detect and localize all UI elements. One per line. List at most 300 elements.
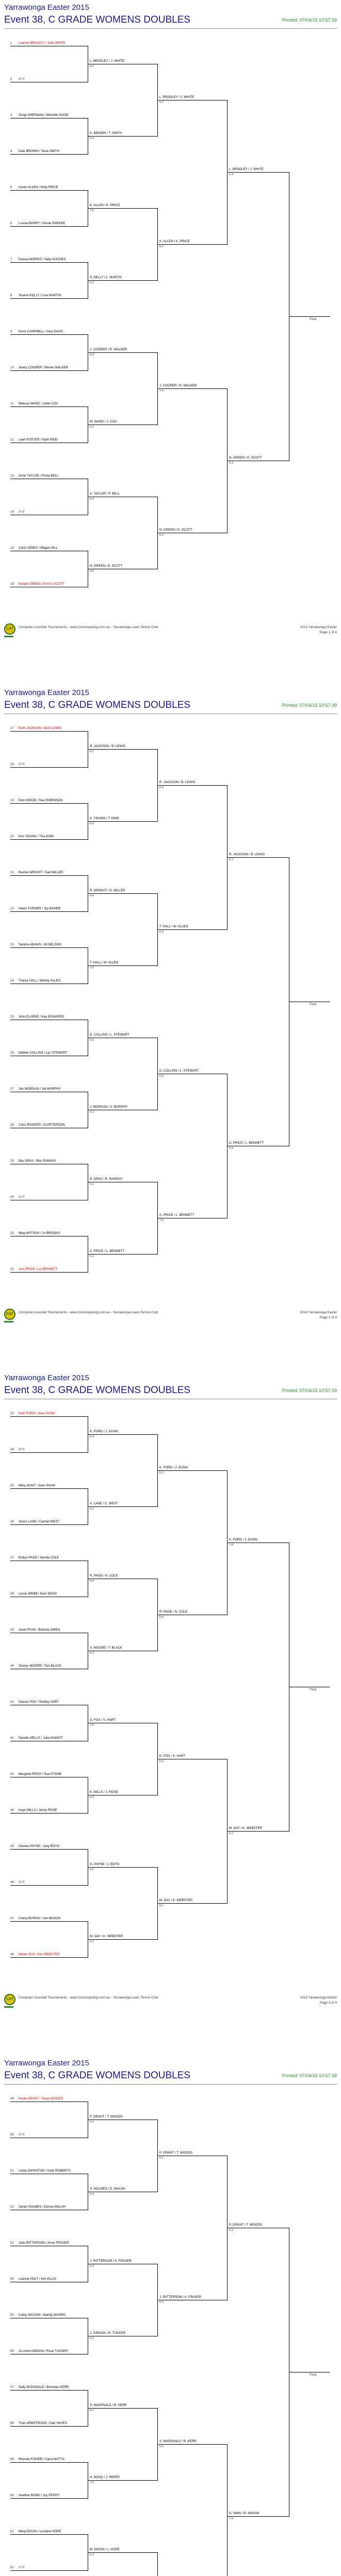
entry-names: Sandra ADAMS / Jill NELSON	[19, 943, 61, 946]
match-score: 6-3	[229, 2229, 233, 2232]
match-score: 6-4	[159, 786, 164, 789]
bracket-line	[157, 2552, 158, 2576]
draw-entry[interactable]	[10, 2494, 59, 2498]
draw-entry[interactable]	[10, 2241, 69, 2245]
match-score: 6-4	[159, 1616, 164, 1619]
round-winner[interactable]	[229, 1141, 264, 1145]
printed-timestamp: Printed: 07/04/15 10:57:39	[282, 2073, 337, 2078]
round-winner[interactable]	[159, 2295, 201, 2299]
winner-names: H. BOND / J. PERRY	[90, 2476, 120, 2479]
draw-page	[0, 2056, 341, 2576]
bracket-line	[88, 352, 157, 353]
draw-entry[interactable]	[10, 582, 64, 586]
printed-timestamp: Printed: 07/04/15 10:57:39	[282, 18, 337, 23]
round-winner[interactable]	[159, 781, 195, 785]
entry-names: Helen TURNER / Joy BAKER	[19, 907, 61, 910]
entry-number: 23	[10, 943, 14, 946]
entry-number: 35	[10, 1484, 14, 1487]
entry-number: 4	[10, 149, 12, 153]
entry-names: Leah FOSTER / Kylie REID	[19, 438, 58, 442]
bracket-line	[88, 208, 157, 209]
match-score: 6-4	[90, 1580, 94, 1583]
round-winner[interactable]	[229, 1826, 262, 1831]
winner-names: R. PAGE / N. COLE	[159, 1610, 188, 1614]
draw-entry[interactable]	[10, 1267, 57, 1272]
round-winner[interactable]	[159, 1466, 188, 1470]
round-winner[interactable]	[90, 1430, 118, 1434]
winner-names: R. JACKSON / B. LEWIS	[229, 853, 265, 856]
draw-entry[interactable]	[10, 1664, 61, 1668]
draw-entry[interactable]	[10, 1231, 60, 1235]
draw-entry[interactable]	[10, 2205, 66, 2209]
draw-entry[interactable]	[10, 835, 54, 839]
entry-names: Sally McDONALD / Bronwyn KERR	[19, 2385, 69, 2389]
entry-number: 6	[10, 222, 12, 225]
entry-names: Rhonda FISHER / Carol WATTS	[19, 2458, 64, 2461]
match-score: 6-2	[90, 1507, 94, 1511]
entry-number: 44	[10, 1808, 14, 1812]
winner-names: A. LANE / C. WEST	[90, 1502, 118, 1505]
entry-number: 7	[10, 258, 12, 261]
draw-entry[interactable]	[10, 2566, 25, 2570]
round-winner[interactable]	[90, 1033, 129, 1037]
winner-names: S. McDONALD / B. KERR	[90, 2403, 127, 2407]
winner-names: R. JACKSON / B. LEWIS	[159, 781, 196, 784]
entry-names: Cheryl BURNS / Lee MASON	[19, 1917, 61, 1920]
draw-entry[interactable]	[10, 943, 61, 947]
entry-number: 53	[10, 2241, 14, 2245]
entry-names: Ruth JACKSON / Beth LEWIS	[19, 726, 61, 730]
winner-names: N. GREEN / E. SCOTT	[229, 456, 262, 460]
bracket-line	[10, 1849, 88, 1850]
draw-entry[interactable]	[10, 1520, 59, 1524]
final-label: Final	[310, 1688, 317, 1691]
bracket-line	[10, 1272, 88, 1273]
entry-number: 25	[10, 1015, 14, 1019]
entry-number: 40	[10, 1664, 14, 1668]
bracket-line	[10, 1524, 88, 1525]
draw-entry[interactable]	[10, 1051, 67, 1055]
draw-entry[interactable]	[10, 907, 60, 911]
winner-names: D. FOX / S. HART	[90, 1718, 116, 1722]
draw-entry[interactable]	[10, 1772, 61, 1776]
winner-names: M. DAY / K. WEBSTER	[229, 1826, 263, 1830]
round-winner[interactable]	[159, 528, 192, 532]
bracket-line	[227, 857, 289, 858]
draw-entry[interactable]	[10, 2385, 69, 2389]
match-score: 6-4	[229, 173, 233, 176]
winner-names: K. MILLS / J. ROSE	[90, 1790, 118, 1794]
match-score: 6-2	[90, 1868, 94, 1871]
entry-number: 24	[10, 979, 14, 982]
round-winner[interactable]	[90, 1790, 118, 1794]
bracket-line	[10, 2570, 88, 2571]
round-winner[interactable]	[90, 1574, 118, 1578]
printed-timestamp: Printed: 07/04/15 10:57:39	[282, 703, 337, 708]
round-winner[interactable]	[90, 2476, 120, 2480]
match-score: 6-1	[90, 1940, 94, 1943]
round-winner[interactable]	[90, 59, 124, 63]
draw-entry[interactable]	[10, 546, 58, 550]
winner-names: M. DAY / K. WEBSTER	[90, 1935, 123, 1938]
entry-number: 2	[10, 77, 12, 81]
bracket-line	[88, 965, 157, 966]
bracket-line	[10, 875, 88, 876]
round-winner[interactable]	[159, 384, 197, 388]
winner-names: K. BROWN / T. SMITH	[90, 131, 122, 135]
winner-names: A. PRICE / L. BENNETT	[229, 1141, 264, 1145]
entry-names: Rachel WRIGHT / Gail MILLER	[19, 871, 63, 874]
round-winner[interactable]	[90, 2331, 125, 2335]
entry-number: 58	[10, 2421, 14, 2425]
match-score: 6-3	[90, 1435, 94, 1438]
round-winner[interactable]	[159, 95, 194, 99]
entry-names: Janet RYAN / Belinda OWEN	[19, 1628, 60, 1632]
entry-number: 5	[10, 185, 12, 189]
round-winner[interactable]	[90, 1249, 124, 1253]
entry-names: BYE	[19, 762, 25, 766]
entry-names: BYE	[19, 2566, 25, 2569]
tournament-title: Yarrawonga Easter 2015	[4, 688, 89, 697]
entry-number: 31	[10, 1231, 14, 1235]
draw-entry[interactable]	[10, 1484, 55, 1488]
bracket-line	[88, 1506, 157, 1507]
page-header	[4, 688, 337, 720]
cat-logo-icon: CAT	[4, 1994, 15, 2005]
match-score: 6-1	[90, 281, 94, 284]
draw-entry[interactable]	[10, 510, 25, 514]
draw-entry[interactable]	[10, 1556, 59, 1560]
match-score: 6-3	[159, 1760, 164, 1763]
entry-number: 51	[10, 2169, 14, 2173]
cat-logo-icon: CAT	[4, 1309, 15, 1320]
entry-number: 32	[10, 1267, 14, 1271]
draw-entry[interactable]	[10, 2349, 68, 2353]
entry-names: Paula GRANT / Tanya WOODS	[19, 2097, 63, 2100]
winner-names: M. DIXON / L. HOPE	[90, 2548, 120, 2551]
entry-number: 29	[10, 1159, 14, 1163]
round-winner[interactable]	[90, 492, 120, 496]
entry-names: Anne TAYLOR / Fiona BELL	[19, 474, 59, 478]
draw-entry[interactable]	[10, 2169, 71, 2173]
draw-entry[interactable]	[10, 258, 66, 262]
entry-number: 27	[10, 1087, 14, 1091]
draw-entry[interactable]	[10, 185, 58, 190]
entry-names: Cathy WILSON / Mandy MUNRO	[19, 2313, 66, 2317]
draw-entry[interactable]	[10, 1700, 59, 1704]
entry-number: 43	[10, 1772, 14, 1776]
draw-entry[interactable]	[10, 330, 63, 334]
round-winner[interactable]	[90, 564, 123, 568]
page-number: Page 3 of 4	[319, 2001, 337, 2005]
bracket-line	[10, 839, 88, 840]
entry-names: Maree DAY / Kris WEBSTER	[19, 1953, 60, 1956]
round-winner[interactable]	[229, 2223, 262, 2227]
bracket-line	[88, 280, 157, 281]
entry-number: 16	[10, 582, 14, 586]
draw-entry[interactable]	[10, 726, 61, 731]
round-winner[interactable]	[159, 1610, 188, 1614]
match-score: 6-2	[229, 858, 233, 861]
winner-names: P. GRANT / T. WOODS	[159, 2151, 192, 2155]
entry-number: 57	[10, 2385, 14, 2389]
round-winner[interactable]	[90, 2115, 123, 2119]
entry-names: BYE	[19, 510, 25, 514]
draw-entry[interactable]	[10, 799, 62, 803]
round-winner[interactable]	[90, 2187, 125, 2191]
entry-number: 19	[10, 799, 14, 802]
final-label: Final	[310, 2374, 317, 2377]
draw-entry[interactable]	[10, 474, 58, 478]
round-winner[interactable]	[90, 2259, 132, 2263]
entry-names: Trish ARMSTRONG / Deb HAYES	[19, 2421, 67, 2425]
round-winner[interactable]	[90, 204, 120, 208]
bracket-line	[10, 2462, 88, 2463]
draw-entry[interactable]	[10, 113, 69, 117]
entry-names: Debbie COLLINS / Lyn STEWART	[19, 1051, 68, 1055]
winner-names: P. GRANT / T. WOODS	[229, 2223, 262, 2227]
draw-entry[interactable]	[10, 366, 68, 370]
draw-entry[interactable]	[10, 41, 66, 45]
round-winner[interactable]	[90, 1105, 127, 1109]
entry-number: 30	[10, 1195, 14, 1199]
round-winner[interactable]	[229, 456, 262, 460]
winner-names: K. FORD / J. DUNN	[90, 1430, 118, 1433]
winner-names: R. WRIGHT / G. MILLER	[90, 889, 125, 892]
draw-entry[interactable]	[10, 1844, 59, 1849]
winner-names: S. KELLY / L. MARTIN	[90, 276, 122, 279]
match-score: 6-3	[159, 930, 164, 934]
entry-names: BYE	[19, 1880, 25, 1884]
entry-number: 17	[10, 726, 14, 730]
entry-number: 34	[10, 1448, 14, 1451]
draw-entry[interactable]	[10, 149, 59, 154]
event-title: Event 38, C GRADE WOMENS DOUBLES	[4, 700, 191, 710]
entry-names: Alison LANE / Carmel WEST	[19, 1520, 60, 1523]
bracket-line	[227, 2516, 289, 2517]
winner-names: K. FORD / J. DUNN	[159, 1466, 188, 1469]
entry-names: Kim YOUNG / Tina KING	[19, 835, 54, 838]
entry-number: 8	[10, 294, 12, 297]
round-winner[interactable]	[90, 1177, 122, 1181]
draw-entry[interactable]	[10, 2421, 67, 2426]
match-score: 6-2	[90, 426, 94, 429]
match-score: 6-4	[90, 137, 94, 140]
entry-names: Melissa WARD / Jodie COX	[19, 402, 58, 405]
draw-entry[interactable]	[10, 294, 61, 298]
round-winner[interactable]	[90, 889, 125, 893]
winner-names: L. BRADLEY / J. WHITE	[90, 59, 125, 63]
draw-entry[interactable]	[10, 1592, 57, 1596]
round-winner[interactable]	[159, 240, 189, 244]
entry-names: Jenny COOPER / Renee WALKER	[19, 366, 69, 369]
draw-entry[interactable]	[10, 1628, 60, 1632]
round-winner[interactable]	[159, 1899, 192, 1903]
draw-entry[interactable]	[10, 1917, 60, 1921]
entry-names: Jan MORGAN / Val MURPHY	[19, 1087, 61, 1091]
winner-names: S. MOORE / T. BLACK	[90, 1646, 122, 1650]
entry-number: 41	[10, 1700, 14, 1704]
winner-names: G. PAYNE / J. BOYD	[90, 1862, 120, 1866]
entry-names: Natalie GREEN / Emma SCOTT	[19, 582, 64, 586]
bracket-line	[10, 1957, 88, 1958]
entry-number: 21	[10, 871, 14, 874]
round-winner[interactable]	[229, 853, 265, 857]
bracket-line	[227, 1831, 289, 1832]
draw-entry[interactable]	[10, 2097, 63, 2101]
winner-names: J. GIBSON / R. TUCKER	[90, 2331, 125, 2335]
round-winner[interactable]	[90, 961, 118, 965]
round-winner[interactable]	[90, 276, 122, 280]
draw-entry[interactable]	[10, 1087, 61, 1091]
entry-number: 33	[10, 1412, 14, 1415]
entry-number: 61	[10, 2530, 14, 2533]
round-winner[interactable]	[90, 2403, 127, 2408]
entry-number: 18	[10, 762, 14, 766]
draw-entry[interactable]	[10, 2530, 61, 2534]
entry-number: 26	[10, 1051, 14, 1055]
round-winner[interactable]	[90, 1862, 120, 1867]
draw-entry[interactable]	[10, 222, 65, 226]
entry-number: 15	[10, 546, 14, 550]
entry-number: 20	[10, 835, 14, 838]
draw-entry[interactable]	[10, 1015, 64, 1019]
entry-names: Dianne FOX / Shelley HART	[19, 1700, 59, 1704]
draw-entry[interactable]	[10, 762, 25, 767]
entry-names: Kath FORD / Jane DUNN	[19, 1412, 55, 1415]
round-winner[interactable]	[159, 1754, 185, 1758]
round-winner[interactable]	[90, 348, 127, 352]
winner-names: R. JACKSON / B. LEWIS	[90, 744, 126, 748]
winner-names: K. YOUNG / T. KING	[90, 817, 119, 820]
entry-names: Margaret ROSS / Sue STONE	[19, 1772, 62, 1776]
draw-entry[interactable]	[10, 438, 58, 442]
entry-number: 9	[10, 330, 12, 333]
round-winner[interactable]	[90, 1718, 116, 1722]
round-winner[interactable]	[229, 1538, 257, 1542]
draw-entry[interactable]	[10, 1195, 25, 1199]
page-number: Page 2 of 4	[319, 1316, 337, 1319]
entry-names: Sonja SHERMAN / Michelle HOOD	[19, 113, 69, 117]
entry-names: Marg DIXON / Lorraine HOPE	[19, 2530, 61, 2533]
entry-names: Leanne BRADLEY / Julie WHITE	[19, 41, 66, 45]
winner-names: N. GREEN / E. SCOTT	[90, 564, 123, 568]
event-title: Event 38, C GRADE WOMENS DOUBLES	[4, 2070, 191, 2081]
round-winner[interactable]	[90, 1502, 118, 1506]
round-winner[interactable]	[229, 167, 264, 172]
round-winner[interactable]	[229, 2512, 259, 2516]
winner-names: J. COOPER / R. WALKER	[90, 348, 127, 351]
winner-names: D. COLLINS / L. STEWART	[90, 1033, 129, 1037]
draw-entry[interactable]	[10, 1808, 57, 1812]
entry-names: Meg WATSON / Jo BROOKS	[19, 1231, 60, 1235]
match-score: 6-4	[90, 498, 94, 501]
draw-entry[interactable]	[10, 979, 60, 983]
entry-number: 36	[10, 1520, 14, 1523]
round-winner[interactable]	[90, 1935, 123, 1939]
entry-names: Mary HUNT / Joan SHAW	[19, 1484, 56, 1487]
match-score: 6-3	[90, 1111, 94, 1114]
round-winner[interactable]	[90, 2548, 120, 2552]
entry-names: BYE	[19, 1195, 25, 1199]
entry-number: 13	[10, 474, 14, 478]
draw-entry[interactable]	[10, 1123, 65, 1127]
bracket-line	[227, 172, 289, 173]
entry-number: 42	[10, 1736, 14, 1740]
bracket-line	[88, 1867, 157, 1868]
round-winner[interactable]	[159, 925, 188, 929]
entry-number: 39	[10, 1628, 14, 1632]
draw-entry[interactable]	[10, 1448, 25, 1452]
draw-entry[interactable]	[10, 402, 58, 406]
draw-entry[interactable]	[10, 2277, 56, 2281]
draw-entry[interactable]	[10, 1412, 55, 1416]
tournament-title: Yarrawonga Easter 2015	[4, 3, 89, 12]
entry-names: Sharyn MOORE / Toni BLACK	[19, 1664, 62, 1668]
winner-names: A. TAYLOR / F. BELL	[90, 492, 120, 496]
entry-names: Karen ALLEN / Kelly PRICE	[19, 185, 58, 189]
round-winner[interactable]	[90, 131, 122, 135]
entry-names: Glenda PAYNE / Judy BOYD	[19, 1844, 60, 1848]
entry-names: Leanne HOLT / Kim ELLIS	[19, 2277, 56, 2281]
round-winner[interactable]	[159, 2151, 192, 2155]
winner-names: K. ALLEN / K. PRICE	[90, 204, 120, 207]
entry-number: 49	[10, 2097, 14, 2100]
bracket-line	[157, 244, 227, 245]
draw-entry[interactable]	[10, 1953, 60, 1957]
draw-entry[interactable]	[10, 871, 63, 875]
draw-entry[interactable]	[10, 1880, 25, 1885]
draw-entry[interactable]	[10, 1736, 62, 1740]
entry-number: 1	[10, 41, 12, 45]
entry-names: Carol JONES / Megan HILL	[19, 546, 58, 550]
draw-entry[interactable]	[10, 2313, 66, 2317]
entry-number: 62	[10, 2566, 14, 2569]
round-winner[interactable]	[159, 2439, 197, 2444]
match-score: 6-3	[90, 353, 94, 357]
draw-entry[interactable]	[10, 1159, 56, 1163]
entry-number: 22	[10, 907, 14, 910]
event-title: Event 38, C GRADE WOMENS DOUBLES	[4, 1385, 191, 1396]
logo-bar	[4, 1321, 13, 1323]
bracket-line	[10, 370, 88, 371]
bracket-line	[10, 947, 88, 948]
match-score: 6-1	[90, 2409, 94, 2412]
round-winner[interactable]	[159, 1069, 199, 1073]
bracket-line	[10, 1488, 88, 1489]
round-winner[interactable]	[90, 1646, 122, 1650]
draw-entry[interactable]	[10, 77, 25, 81]
round-winner[interactable]	[90, 817, 119, 821]
footer-software: Computer Assisted Tournaments - www.CAcomputing.com.au - Yarrawonga Lawn Tennis Club	[19, 1311, 158, 1314]
draw-entry[interactable]	[10, 2458, 64, 2462]
bracket-line	[88, 893, 157, 894]
entry-number: 50	[10, 2133, 14, 2137]
bracket-line	[10, 2426, 88, 2427]
round-winner[interactable]	[159, 1213, 194, 1217]
entry-number: 54	[10, 2277, 14, 2281]
entry-names: Donna MORRIS / Sally HUGHES	[19, 258, 66, 261]
round-winner[interactable]	[90, 420, 117, 424]
footer-tournament: 2015 Yarrawonga Easter	[300, 1311, 337, 1314]
footer-software: Computer Assisted Tournaments - www.CAcomputing.com.au - Yarrawonga Lawn Tennis Club	[19, 1996, 158, 1999]
bracket-line	[88, 1939, 157, 1940]
match-score: 7-5	[229, 1544, 233, 1547]
entry-names: Kerry CAMPBELL / Amy DAVIS	[19, 330, 63, 333]
match-score: 6-3	[159, 2301, 164, 2304]
draw-entry[interactable]	[10, 2133, 25, 2137]
round-winner[interactable]	[90, 744, 125, 749]
